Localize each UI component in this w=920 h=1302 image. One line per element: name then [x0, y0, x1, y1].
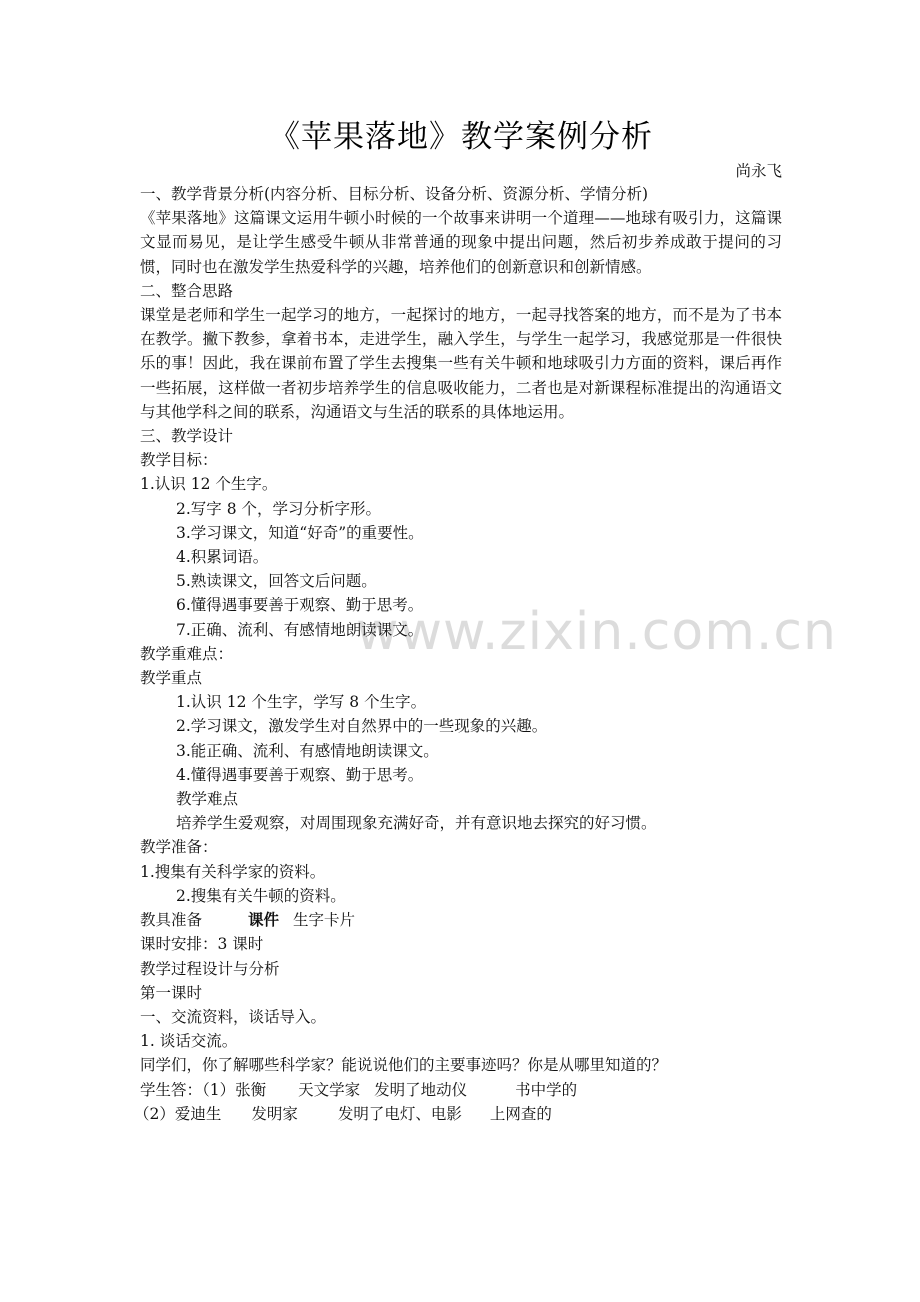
watermark: www.zixin.com.cn	[356, 602, 837, 662]
answer-2-source: 上网查的	[489, 1104, 552, 1123]
student-answer-2	[134, 1102, 782, 1126]
tools-cards: 生字卡片	[293, 911, 356, 930]
document-page	[134, 112, 782, 1126]
paragraph-background: 《苹果落地》这篇课文运用牛顿小时候的一个故事来讲明一个道理——地球有吸引力，这篇课文显而易见，是让学生感受牛顿从非常普通的现象中提出问题，然后初步养成敢于提问的习惯，同时也在激发学生热爱科学的兴趣，培养他们的创新意识和创新情感。	[140, 209, 782, 276]
preparation-item: 1.搜集有关科学家的资料。	[140, 862, 326, 881]
schedule-line: 课时安排：3 课时	[140, 935, 264, 954]
goals-label: 教学目标：	[140, 451, 218, 470]
section-heading-design: 三、教学设计	[140, 427, 234, 446]
key-point-item: 4.懂得遇事要善于观察、勤于思考。	[176, 765, 424, 784]
section-heading-background: 一、教学背景分析(内容分析、目标分析、设备分析、资源分析、学情分析)	[140, 185, 649, 203]
document-title: 《苹果落地》教学案例分析	[269, 119, 653, 155]
answer-1-deed: 发明了地动仪	[374, 1080, 468, 1099]
key-point-item: 1.认识 12 个生字，学写 8 个生字。	[176, 693, 427, 712]
goal-item: 6.懂得遇事要善于观察、勤于思考。	[176, 596, 424, 615]
goal-item: 1.认识 12 个生字。	[140, 475, 278, 494]
answer-1-role: 天文学家	[298, 1080, 361, 1099]
step-subheading: 1. 谈话交流。	[140, 1032, 238, 1051]
answer-2-deed: 发明了电灯、电影	[337, 1104, 462, 1123]
goal-item: 4.积累词语。	[176, 548, 269, 567]
goal-item: 3.学习课文，知道“好奇”的重要性。	[176, 523, 424, 542]
answer-2-role: 发明家	[251, 1104, 298, 1123]
goal-item: 5.熟读课文，回答文后问题。	[176, 572, 377, 591]
tools-line	[140, 908, 782, 932]
answer-1-name: 学生答：（1）张衡	[140, 1080, 267, 1099]
answer-1-source: 书中学的	[515, 1080, 578, 1099]
preparation-item: 2.搜集有关牛顿的资料。	[176, 886, 346, 905]
tools-label: 教具准备	[140, 911, 203, 930]
paragraph-idea: 课堂是老师和学生一起学习的地方，一起探讨的地方，一起寻找答案的地方，而不是为了书本在教学。撇下教参，拿着书本，走进学生，融入学生，与学生一起学习，我感觉那是一件很快乐的事！因此，我在课前布置了学生去搜集一些有关牛顿和地球吸引力方面的资料，课后再作一些拓展，这样做一者初步培养学生的信息吸收能力，二者也是对新课程标准提出的沟通语文与其他学科之间的联系，沟通语文与生活的联系的具体地运用。	[140, 306, 782, 421]
preparation-label: 教学准备：	[140, 838, 218, 857]
author-name: 尚永飞	[735, 162, 782, 180]
process-heading: 教学过程设计与分析	[140, 959, 280, 978]
section-heading-idea: 二、整合思路	[140, 281, 234, 300]
teacher-question: 同学们，你了解哪些科学家？能说说他们的主要事迹吗？你是从哪里知道的？	[140, 1056, 668, 1075]
key-point-item: 3.能正确、流利、有感情地朗读课文。	[176, 741, 439, 760]
difficulty-text: 培养学生爱观察，对周围现象充满好奇，并有意识地去探究的好习惯。	[176, 814, 657, 833]
answer-2-name: （2）爱迪生	[134, 1104, 222, 1123]
key-difficulty-label: 教学重难点：	[140, 644, 234, 663]
lesson-heading: 第一课时	[140, 983, 203, 1002]
difficulty-label: 教学难点	[176, 790, 239, 809]
key-points-label: 教学重点	[140, 669, 203, 688]
goal-item: 2.写字 8 个，学习分析字形。	[176, 499, 382, 518]
key-point-item: 2.学习课文，激发学生对自然界中的一些现象的兴趣。	[176, 717, 548, 736]
tools-courseware: 课件	[248, 910, 280, 930]
goal-item: 7.正确、流利、有感情地朗读课文。	[176, 620, 424, 639]
student-answer-1	[140, 1078, 782, 1102]
step-heading: 一、交流资料，谈话导入。	[140, 1007, 327, 1026]
